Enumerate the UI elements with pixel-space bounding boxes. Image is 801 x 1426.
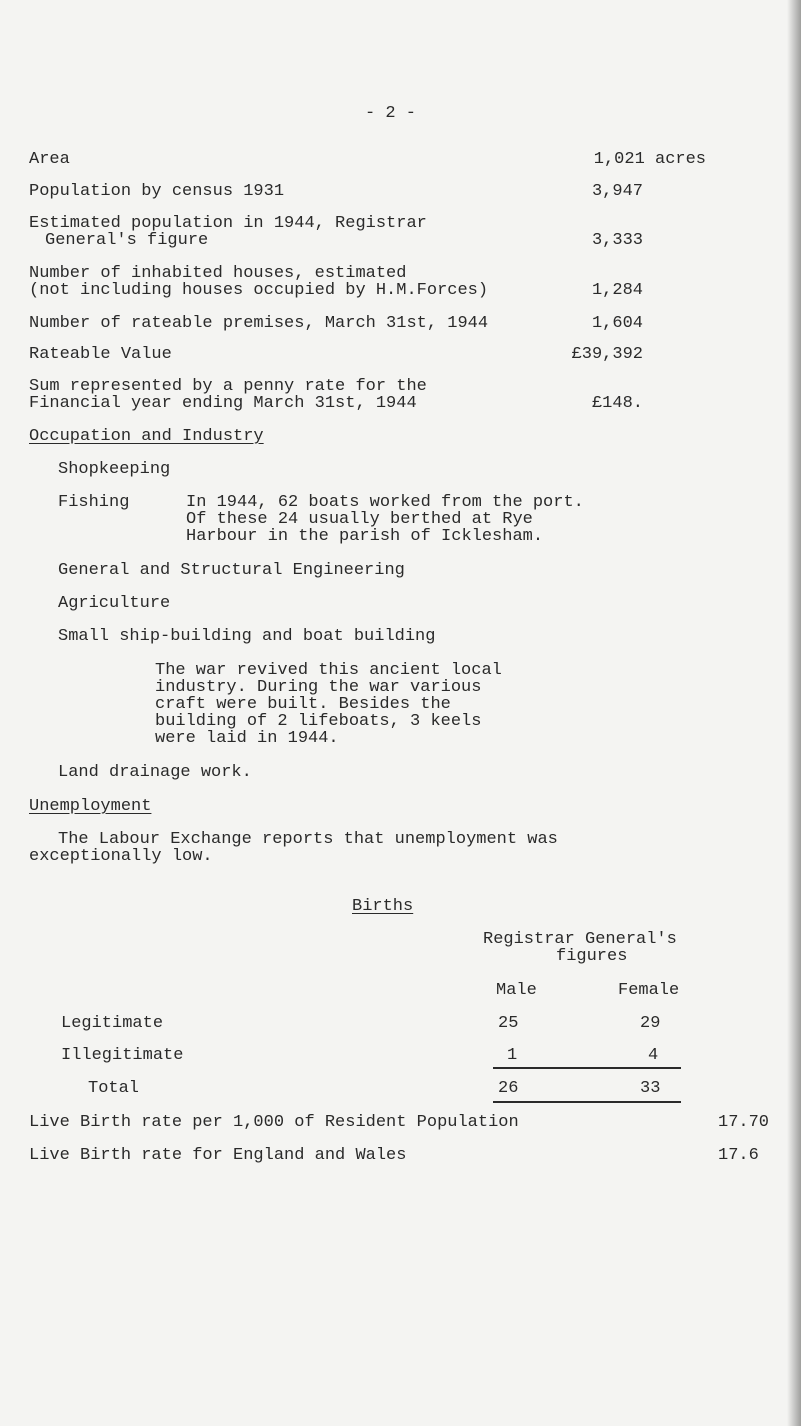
births-row-legitimate-male: 25 (498, 1014, 519, 1033)
rateable-premises-label: Number of rateable premises, March 31st, 1944 (29, 314, 489, 333)
occupation-fishing-label: Fishing (58, 493, 130, 512)
occupation-shipbuilding: Small ship-building and boat building (58, 627, 436, 646)
rateable-value-label: Rateable Value (29, 345, 172, 364)
shipbuilding-description-line3: craft were built. Besides the (155, 695, 451, 714)
occupation-agriculture: Agriculture (58, 594, 171, 613)
births-row-total-female: 33 (640, 1079, 661, 1098)
occupation-heading: Occupation and Industry (29, 427, 264, 446)
population-census-label: Population by census 1931 (29, 182, 285, 201)
births-source-line2: figures (556, 947, 628, 966)
page-edge-shadow (787, 0, 801, 1426)
births-row-illegitimate-male: 1 (507, 1046, 518, 1065)
occupation-engineering: General and Structural Engineering (58, 561, 405, 580)
births-heading: Births (352, 897, 414, 916)
inhabited-houses-label-line1: Number of inhabited houses, estimated (29, 264, 407, 283)
births-column-female: Female (618, 981, 680, 1000)
births-row-illegitimate-label: Illegitimate (61, 1046, 184, 1065)
fishing-description-line1: In 1944, 62 boats worked from the port. (186, 493, 584, 512)
births-row-total-label: Total (88, 1079, 140, 1098)
inhabited-houses-label-line2: (not including houses occupied by H.M.Forces) (29, 281, 489, 300)
penny-rate-value: £148. (591, 394, 643, 413)
page-number: - 2 - (365, 104, 417, 123)
rateable-value-value: £39,392 (571, 345, 643, 364)
penny-rate-label-line1: Sum represented by a penny rate for the (29, 377, 427, 396)
occupation-land-drainage: Land drainage work. (58, 763, 252, 782)
estimated-population-value: 3,333 (591, 231, 643, 250)
births-row-illegitimate-female: 4 (648, 1046, 659, 1065)
fishing-description-line3: Harbour in the parish of Icklesham. (186, 527, 544, 546)
shipbuilding-description-line4: building of 2 lifeboats, 3 keels (155, 712, 482, 731)
area-label: Area (29, 150, 70, 169)
birth-rate-england-value: 17.6 (718, 1146, 759, 1165)
shipbuilding-description-line1: The war revived this ancient local (155, 661, 502, 680)
birth-rate-england-label: Live Birth rate for England and Wales (29, 1146, 407, 1165)
shipbuilding-description-line5: were laid in 1944. (155, 729, 339, 748)
birth-rate-resident-value: 17.70 (718, 1113, 770, 1132)
rateable-premises-value: 1,604 (591, 314, 643, 333)
fishing-description-line2: Of these 24 usually berthed at Rye (186, 510, 533, 529)
occupation-shopkeeping: Shopkeeping (58, 460, 171, 479)
births-column-male: Male (496, 981, 537, 1000)
births-row-legitimate-female: 29 (640, 1014, 661, 1033)
births-row-legitimate-label: Legitimate (61, 1014, 164, 1033)
birth-rate-resident-label: Live Birth rate per 1,000 of Resident Population (29, 1113, 519, 1132)
unemployment-text-line1: The Labour Exchange reports that unemployment was (58, 830, 558, 849)
shipbuilding-description-line2: industry. During the war various (155, 678, 482, 697)
unemployment-heading: Unemployment (29, 797, 152, 816)
births-total-rule-top (493, 1067, 681, 1069)
births-total-rule-bottom (493, 1101, 681, 1103)
penny-rate-label-line2: Financial year ending March 31st, 1944 (29, 394, 417, 413)
inhabited-houses-value: 1,284 (591, 281, 643, 300)
unemployment-text-line2: exceptionally low. (29, 847, 213, 866)
area-value: 1,021 acres (593, 150, 706, 169)
population-census-value: 3,947 (591, 182, 643, 201)
estimated-population-label-line2: General's figure (45, 231, 209, 250)
births-row-total-male: 26 (498, 1079, 519, 1098)
births-source-line1: Registrar General's (483, 930, 677, 949)
estimated-population-label-line1: Estimated population in 1944, Registrar (29, 214, 427, 233)
